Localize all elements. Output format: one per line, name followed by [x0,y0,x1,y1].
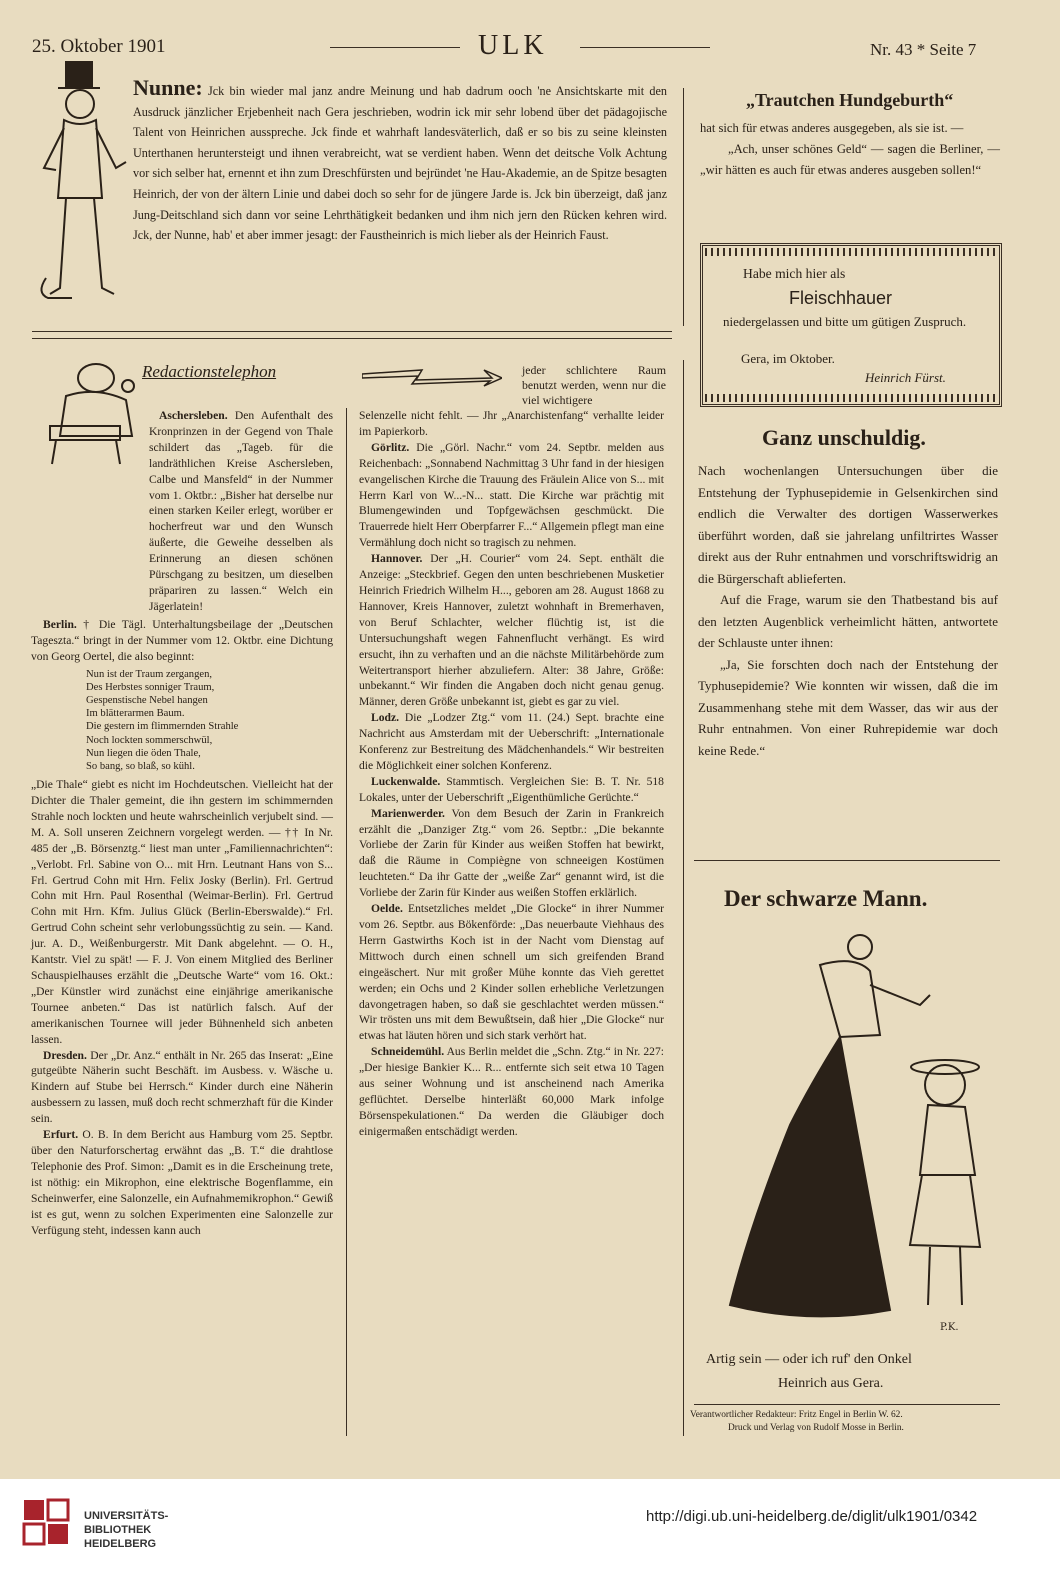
trautchen-title: „Trautchen Hundgeburth“ [746,90,954,110]
nunne-body: Jck bin wieder mal janz andre Meinung und hab dadrum ooch 'ne Ansichtskarte mit den Ausdruck jänzlicher Erjebenheit nach Gera jeschrieben, wodrin ick mir sehr lobend über det pädagojische Talent von Heinrichen ausspreche. Jck finde et wahrhaft landesväterlich, daß er so bis zu seine kleinsten Unterthanen heruntersteigt und ihnen verabreicht, wat se verdient haben. Wenn det deitsche Volk Achtung vor sich selber hat, ernennt et ihn zum Dreschfürsten und bejründet 'ne Hau-Akademie, an de Spitze besagten Heinrich, der von der ältern Linie und dabei doch so sehr for de jüngere Jarde is. Jck bin überzeigt, daß janz Jung-Deitschland sich dann vor seine Lehrthätigkeit bedanken und ihm nich jern den Rücken kehren wird. Jck, der Nunne, hab' et aber immer jesagt: der Faustheinrich is mich lieber als der Heinrich Faust. [133,84,668,243]
berlin-after: „Die Thale“ giebt es nicht im Hochdeutschen. Vielleicht hat der Dichter die Thaler gemeint, die ihn gestern im schimmernden Strahle noch lockten und heute wahrscheinlich verjubelt sind. — M. A. Soll unseren Zeichnern vorgelegt werden. — †† In Nr. 485 der „B. Börsenztg.“ liest man unter „Familiennachrichten“: „Verlobt. Frl. Sabine von O... mit Hrn. Leutnant Hans von S... Frl. Gertrud Cohn mit Hrn. Felix Josky (Berlin). Frl. Gertrud Cohn mit Hrn. Paul Rosenthal (Weimar-Berlin). Frl. Gertrud Cohn mit Hrn. Kfm. Julius Glück (Berlin-Eberswalde).“ Frl. Gertrud Cohn scheint sehr verlobungssüchtig zu sein. — Kand. jur. A. D., Weißenburgerstr. Mit Dank abgelehnt. — O. H., Kantstr. Viel zu spät! — F. J. Von einem Mitglied des Berliner Schauspielhauses erzählt die „Deutsche Warte“ vom 16. Okt.: „Der Künstler wird zunächst eine einjährige amerikanische Tournee anbeten.“ Das ist natürlich falsch. Auf der amerikanischen Tournee will jeder Bühnenheld sich anbeten lassen. [31,778,333,1046]
ad-line4: Gera, im Oktober. [741,351,835,366]
poem-line: Des Herbstes sonniger Traum, [86,681,215,693]
schneide-text: Aus Berlin meldet die „Schn. Ztg.“ in Nr. 227: „Der hiesige Bankier K... R... entfernte sich seit etwa 10 Tagen aus seiner Wohnung und ist anscheinend nach Amerika geflüchtet. Derselbe hinterläßt 60,000 Mark infolge Börsenspekulationen.“ Da werden die Gläubiger doch einigermaßen entschädigt werden. [359,1045,664,1138]
poem-line: Im blätterarmen Baum. [86,708,185,720]
berlin-text: † Die Tägl. Unterhaltungsbeilage der „Deutschen Tageszta.“ bringt in der Nummer vom 12. Oktbr. eine Dichtung von Georg Oertel, die also beginnt: [31,617,333,663]
erfurt-text: O. B. In dem Bericht aus Hamburg vom 25. Septbr. über den Naturforschertag erwähnt das „B. T.“ die drahtlose Telephonie des Prof. Simon: „Damit es in die Erscheinung trete, ist nöthig: ein Mikrophon, eine elektrische Bogenflamme, ein Scheinwerfer, eine Salonzelle, ein Aufnahmemikrophon.“ Gewiß ist es gut, wenn zu solchen Experimenten eine Salonzelle zur Verfügung steht, indessen kann auch [31,1128,333,1237]
poem-line: Die gestern im flimmernden Strahle [86,721,239,733]
poem-line: Gespenstische Nebel hangen [86,694,208,706]
uni-logo-icon [20,1496,76,1552]
imprint-line2: Druck und Verlag von Rudolf Mosse in Berlin. [728,1423,904,1433]
footer-url[interactable]: http://digi.ub.uni-heidelberg.de/diglit/ulk1901/0342 [646,1508,978,1525]
header-issue: Nr. 43 * Seite 7 [870,40,977,59]
trautchen-p2: „Ach, unser schönes Geld“ — sagen die Berliner, — „wir hätten es auch für etwas anderes ausgeben sollen!“ [700,142,1000,177]
goerlitz-text: Die „Görl. Nachr.“ vom 24. Septbr. melden aus Reichenbach: „Sonnabend Nachmittag 3 Uhr fand in der hiesigen evangelischen Kirche die Trauung des Fräulein Alice von S... mit Herrn Karl von W...-N... statt. Die Kirche war prächtig mit Blumengewinden und Topfgewächsen geschmückt. Die Trauerrede hielt Herr Oberpfarrer F...“ Allgemein pflegt man eine Vermählung doch nicht so tragisch zu nehmen. [359,440,664,550]
nunne-text [133,75,668,246]
berlin-heading: Berlin. [43,617,77,631]
lightning-bolt-icon [362,364,502,390]
telephon-title: Redactionstelephon [142,362,277,381]
schneide-heading: Schneidemühl. [371,1045,445,1059]
oelde-heading: Oelde. [371,902,403,916]
header-title: ULK [478,30,548,61]
lodz-text: Die „Lodzer Ztg.“ vom 11. (24.) Sept. brachte eine Nachricht aus Amsterdam mit der Ueberschrift: „Internationale Konferenz zur Bestreitung des Mädchenhandels.“ Wir bestreiten die Möglichkeit einer solchen Konferenz. [359,711,664,772]
oelde-text: Entsetzliches meldet „Die Glocke“ in ihrer Nummer vom 26. Septbr. aus Bökenförde: „Das neuerbaute Viehhaus des Herrn Gastwirths Koch ist in der Nacht vom Dienstag auf Mittwoch durch einen schnell um sich greifenden Brand eingeäschert. Nur mit großer Mühe konnte das Vieh gerettet werden; ein Ochs und 2 Kinder sollen erhebliche Verletzungen davongetragen haben, so daß sie geschlachtet werden müssen.“ Wir trösten uns mit dem Bewußtsein, daß hier „Die Glocke“ nur etwas hat läuten hören und sich stark verhört hat. [359,902,664,1043]
column-divider-1 [346,408,347,1436]
asch-text: Den Aufenthalt des Kronprinzen in der Gegend von Thale schildert das „Tageb. für die landräthlichen Kreise Aschersleben, Calbe und Mansfeld“ in der Nummer vom 1. Oktbr.: „Bisher hat derselbe nur einen starken Keiler erlegt, worüber er hocherfreut war und den Wunsch äußerte, die Geweihe desselben als Erinnerung an diesen schönen Pürschgang zu besitzen, um dieselben präpariren zu lassen.“ Welch ein Jägerlatein! [149,409,333,613]
unschuldig-p3: „Ja, Sie forschten doch nach der Entstehung der Typhusepidemie? Wie konnten wir wissen, daß die im Zusammenhang stehe mit dem Wasser, das wir aus der Ruhr entnahmen. Von einer Ruhrepidemie war doch keine Rede.“ [698,656,998,758]
right-rule [694,860,1000,861]
imprint-rule [694,1404,1000,1405]
luck-heading: Luckenwalde. [371,774,441,788]
ad-line2: Fleischhauer [789,288,893,308]
footer-logo-line3: HEIDELBERG [84,1538,157,1550]
dresden-text: Der „Dr. Anz.“ enthält in Nr. 265 das Inserat: „Eine gutgeübte Näherin sucht Beschäft. im Ausbess. v. Wäsche u. Kindern auf Stube bei Herrsch.“ Kinder durch eine Näherin ausbessern zu lassen, muß doch recht schmerzhaft für die Kinder sein. [31,1048,333,1126]
nunne-lead: Nunne: [133,75,203,100]
header-ornament-right [580,47,710,48]
imprint-line1: Verantwortlicher Redakteur: Fritz Engel in Berlin W. 62. [690,1410,903,1420]
column-2 [359,408,664,1140]
column-divider-2 [683,360,684,1436]
poem-line: So bang, so blaß, so kühl. [86,760,195,772]
section-rule-1 [32,331,672,332]
ad-greek-border-bottom [705,394,997,402]
lodz-heading: Lodz. [371,711,400,725]
ad-line3: niedergelassen und bitte um gütigen Zuspruch. [723,314,967,329]
fleischhauer-ad [700,243,1002,407]
ad-greek-border-top [705,248,997,256]
col2-top: Selenzelle nicht fehlt. — Jhr „Anarchistenfang“ verhallte leider im Papierkorb. [359,409,664,438]
unschuldig-p1: Nach wochenlangen Untersuchungen über die Entstehung der Typhusepidemie in Gelsenkirchen sind endlich die Verwalter des dortigen Wasserwerkes überführt worden, daß sie jahrelang unfiltrirtes Wasser direkt aus der Ruhr entnahmen und vorschriftswidrig an die Bürgerschaft ablieferten. [698,463,998,586]
poem-line: Nun liegen die öden Thale, [86,747,201,759]
unschuldig-p2: Auf die Frage, warum sie den Thatbestand bis auf den letzten Augenblick verheimlicht hätten, antwortete der Schlauste unter ihnen: [698,592,998,650]
dresden-heading: Dresden. [43,1048,87,1062]
header-date: 25. Oktober 1901 [32,36,166,57]
luck-text: Stammtisch. Vergleichen Sie: B. T. Nr. 518 Lokales, unter der Ueberschrift „Eigenthümliche Gerüchte.“ [359,774,664,804]
marien-text: Von dem Besuch der Zarin in Frankreich erzählt die „Danziger Ztg.“ vom 26. Septbr.: „Die bekannte Vorliebe der Zarin für Kinder aus weißen Stoffen hat bewirkt, daß die Räume in Compiègne von schneeigen Kostümen leuchteten.“ Da ihr Gatte der „weiße Zar“ genannt wird, ist die Vorliebe der Zarin für Kinder aus weißen Stoffen erklärlich. [359,806,664,900]
unschuldig-text [698,460,998,761]
hannover-heading: Hannover. [371,552,423,566]
marien-heading: Marienwerder. [371,806,445,820]
footer-bar [0,1479,1060,1573]
goerlitz-heading: Görlitz. [371,440,410,454]
nunne-figure-illustration [36,58,136,318]
unschuldig-title: Ganz unschuldig. [762,425,926,450]
telephon-intro: jeder schlichtere Raum benutzt werden, wenn nur die viel wichtigere [522,363,666,407]
schwarze-caption2: Heinrich aus Gera. [778,1376,884,1391]
trautchen-text [700,118,1000,181]
asch-heading: Aschersleben. [159,409,228,422]
ad-signature: Heinrich Fürst. [865,370,946,385]
poem-line: Nun ist der Traum zergangen, [86,668,213,680]
erfurt-heading: Erfurt. [43,1128,79,1142]
poem-line: Noch lockten sommerschwül, [86,734,213,746]
artist-mark: P.K. [940,1322,959,1333]
oertel-poem [31,668,333,774]
footer-logo-line2: BIBLIOTHEK [84,1524,152,1536]
ad-line1: Habe mich hier als [743,266,846,281]
woman-and-child-illustration [690,925,1000,1345]
hannover-text: Der „H. Courier“ vom 24. Sept. enthält die Anzeige: „Steckbrief. Gegen den unten beschriebenen Musketier Heinrich Friedrich Wilhelm H..., geboren am 28. August 1868 zu Hannover, Kreis Hannover, zuletzt wohnhaft in Bremerhaven, von Beruf Schlachter, welcher flüchtig ist, ist die Untersuchungshaft wegen Fahnenflucht verhängt. Es wird ersucht, ihn zu verhaften und an die nächste Militärbehörde zum Weitertransport hierher abzuliefern. Alter: 38 Jahre, Größe: unbekannt.“ Wir finden die Angaben doch nicht genau genug. Männer, deren Größe unbekannt ist, giebt es gar zu viel. [359,552,664,709]
column-1 [31,408,333,1238]
schwarze-caption1: Artig sein — oder ich ruf' den Onkel [706,1352,912,1367]
footer-logo-line1: UNIVERSITÄTS- [84,1510,169,1522]
section-rule-2 [32,338,672,339]
schwarze-title: Der schwarze Mann. [724,886,928,911]
trautchen-p1: hat sich für etwas anderes ausgegeben, als sie ist. — [700,121,964,135]
header-ornament-left [330,47,460,48]
top-column-divider [683,88,684,326]
